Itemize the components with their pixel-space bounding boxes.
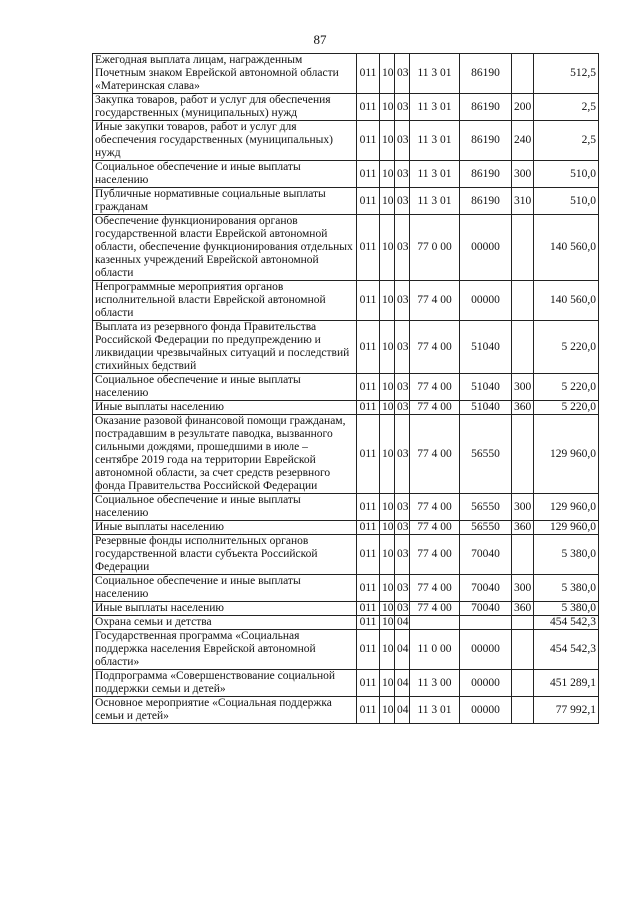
subsection-code-cell: 03 [395,188,410,215]
subsection-code-cell: 03 [395,494,410,521]
table-row [93,575,599,602]
subsection-code-cell: 03 [395,215,410,281]
ministry-code-cell: 011 [357,54,380,94]
ministry-code-cell: 011 [357,281,380,321]
expense-type-cell: 300 [512,575,534,602]
direction-code-cell: 86190 [460,188,512,215]
amount-cell: 454 542,3 [534,630,599,670]
direction-code-cell: 70040 [460,602,512,616]
amount-cell: 512,5 [534,54,599,94]
amount-cell: 2,5 [534,121,599,161]
section-code-cell: 10 [380,494,395,521]
direction-code-cell: 00000 [460,630,512,670]
amount-cell: 5 380,0 [534,602,599,616]
row-name-cell: Социальное обеспечение и иные выплаты населению [93,161,357,188]
subsection-code-cell: 03 [395,602,410,616]
program-code-cell: 77 0 00 [410,215,460,281]
expense-type-cell [512,321,534,374]
ministry-code-cell: 011 [357,94,380,121]
program-code-cell: 11 3 00 [410,670,460,697]
program-code-cell: 77 4 00 [410,401,460,415]
ministry-code-cell: 011 [357,535,380,575]
expense-type-cell: 200 [512,94,534,121]
amount-cell: 77 992,1 [534,697,599,724]
program-code-cell: 77 4 00 [410,521,460,535]
ministry-code-cell: 011 [357,521,380,535]
amount-cell: 140 560,0 [534,215,599,281]
ministry-code-cell: 011 [357,697,380,724]
amount-cell: 5 380,0 [534,575,599,602]
table-row [93,321,599,374]
direction-code-cell: 56550 [460,415,512,494]
amount-cell: 129 960,0 [534,494,599,521]
direction-code-cell: 51040 [460,401,512,415]
table-row [93,521,599,535]
section-code-cell: 10 [380,54,395,94]
subsection-code-cell: 03 [395,575,410,602]
row-name-cell: Социальное обеспечение и иные выплаты населению [93,374,357,401]
amount-cell: 2,5 [534,94,599,121]
section-code-cell: 10 [380,697,395,724]
expense-type-cell [512,54,534,94]
table-row [93,401,599,415]
amount-cell: 140 560,0 [534,281,599,321]
program-code-cell: 77 4 00 [410,321,460,374]
row-name-cell: Иные выплаты населению [93,602,357,616]
expense-type-cell: 300 [512,374,534,401]
amount-cell: 129 960,0 [534,521,599,535]
expense-type-cell [512,697,534,724]
table-row [93,121,599,161]
row-name-cell: Иные выплаты населению [93,401,357,415]
direction-code-cell: 86190 [460,121,512,161]
expense-type-cell [512,670,534,697]
program-code-cell: 11 3 01 [410,697,460,724]
ministry-code-cell: 011 [357,321,380,374]
section-code-cell: 10 [380,188,395,215]
row-name-cell: Подпрограмма «Совершенствование социальной поддержки семьи и детей» [93,670,357,697]
subsection-code-cell: 03 [395,415,410,494]
section-code-cell: 10 [380,616,395,630]
ministry-code-cell: 011 [357,161,380,188]
ministry-code-cell: 011 [357,121,380,161]
ministry-code-cell: 011 [357,602,380,616]
direction-code-cell: 51040 [460,321,512,374]
amount-cell: 5 380,0 [534,535,599,575]
table-row [93,602,599,616]
section-code-cell: 10 [380,401,395,415]
row-name-cell: Непрограммные мероприятия органов исполнительной власти Еврейской автономной области [93,281,357,321]
direction-code-cell: 00000 [460,670,512,697]
ministry-code-cell: 011 [357,494,380,521]
subsection-code-cell: 04 [395,630,410,670]
row-name-cell: Публичные нормативные социальные выплаты гражданам [93,188,357,215]
expense-type-cell [512,415,534,494]
amount-cell: 5 220,0 [534,401,599,415]
subsection-code-cell: 03 [395,54,410,94]
program-code-cell: 77 4 00 [410,494,460,521]
row-name-cell: Оказание разовой финансовой помощи гражданам, пострадавшим в результате паводка, вызванного сильными дождями, прошедшими в июле – сентябре 2019 года на территории Еврейской автономной области, за счет средств резервного фонда Правительства Российской Федерации [93,415,357,494]
subsection-code-cell: 03 [395,401,410,415]
program-code-cell: 77 4 00 [410,535,460,575]
ministry-code-cell: 011 [357,616,380,630]
table-row [93,535,599,575]
direction-code-cell: 00000 [460,697,512,724]
ministry-code-cell: 011 [357,188,380,215]
program-code-cell: 77 4 00 [410,602,460,616]
table-row [93,161,599,188]
table-row [93,630,599,670]
direction-code-cell: 56550 [460,521,512,535]
direction-code-cell: 00000 [460,281,512,321]
expense-type-cell [512,616,534,630]
row-name-cell: Основное мероприятие «Социальная поддержка семьи и детей» [93,697,357,724]
direction-code-cell: 56550 [460,494,512,521]
direction-code-cell: 70040 [460,535,512,575]
direction-code-cell: 70040 [460,575,512,602]
row-name-cell: Ежегодная выплата лицам, награжденным Почетным знаком Еврейской автономной области «Материнская слава» [93,54,357,94]
subsection-code-cell: 03 [395,535,410,575]
direction-code-cell: 86190 [460,94,512,121]
program-code-cell: 11 3 01 [410,54,460,94]
table-row [93,494,599,521]
amount-cell: 510,0 [534,188,599,215]
expense-type-cell: 240 [512,121,534,161]
table-row [93,415,599,494]
expense-type-cell: 360 [512,401,534,415]
amount-cell: 5 220,0 [534,321,599,374]
table-row [93,374,599,401]
expense-type-cell: 300 [512,494,534,521]
table-row [93,188,599,215]
expense-type-cell [512,630,534,670]
expense-type-cell [512,281,534,321]
subsection-code-cell: 03 [395,161,410,188]
ministry-code-cell: 011 [357,670,380,697]
row-name-cell: Охрана семьи и детства [93,616,357,630]
ministry-code-cell: 011 [357,415,380,494]
direction-code-cell: 86190 [460,161,512,188]
subsection-code-cell: 03 [395,374,410,401]
section-code-cell: 10 [380,374,395,401]
table-row [93,616,599,630]
row-name-cell: Обеспечение функционирования органов государственной власти Еврейской автономной области, обеспечение функционирования отдельных казенных учреждений Еврейской автономной области [93,215,357,281]
expense-type-cell: 360 [512,521,534,535]
ministry-code-cell: 011 [357,215,380,281]
direction-code-cell: 86190 [460,54,512,94]
subsection-code-cell: 03 [395,281,410,321]
table-row [93,670,599,697]
expense-type-cell: 310 [512,188,534,215]
section-code-cell: 10 [380,161,395,188]
section-code-cell: 10 [380,535,395,575]
program-code-cell: 77 4 00 [410,281,460,321]
budget-table [92,53,599,724]
row-name-cell: Социальное обеспечение и иные выплаты населению [93,494,357,521]
section-code-cell: 10 [380,575,395,602]
row-name-cell: Иные закупки товаров, работ и услуг для обеспечения государственных (муниципальных) нужд [93,121,357,161]
direction-code-cell [460,616,512,630]
section-code-cell: 10 [380,670,395,697]
row-name-cell: Государственная программа «Социальная поддержка населения Еврейской автономной области» [93,630,357,670]
program-code-cell [410,616,460,630]
expense-type-cell [512,535,534,575]
table-row [93,281,599,321]
direction-code-cell: 00000 [460,215,512,281]
amount-cell: 454 542,3 [534,616,599,630]
section-code-cell: 10 [380,521,395,535]
page-number: 87 [313,32,327,47]
expense-type-cell [512,215,534,281]
amount-cell: 510,0 [534,161,599,188]
row-name-cell: Социальное обеспечение и иные выплаты населению [93,575,357,602]
direction-code-cell: 51040 [460,374,512,401]
amount-cell: 5 220,0 [534,374,599,401]
subsection-code-cell: 04 [395,670,410,697]
program-code-cell: 11 3 01 [410,161,460,188]
program-code-cell: 77 4 00 [410,575,460,602]
section-code-cell: 10 [380,94,395,121]
table-row [93,215,599,281]
ministry-code-cell: 011 [357,630,380,670]
program-code-cell: 11 3 01 [410,94,460,121]
section-code-cell: 10 [380,121,395,161]
table-row [93,54,599,94]
row-name-cell: Резервные фонды исполнительных органов государственной власти субъекта Российской Федерации [93,535,357,575]
section-code-cell: 10 [380,630,395,670]
section-code-cell: 10 [380,602,395,616]
amount-cell: 451 289,1 [534,670,599,697]
subsection-code-cell: 04 [395,697,410,724]
subsection-code-cell: 03 [395,521,410,535]
program-code-cell: 11 3 01 [410,121,460,161]
section-code-cell: 10 [380,281,395,321]
amount-cell: 129 960,0 [534,415,599,494]
subsection-code-cell: 03 [395,94,410,121]
program-code-cell: 77 4 00 [410,415,460,494]
ministry-code-cell: 011 [357,401,380,415]
ministry-code-cell: 011 [357,374,380,401]
section-code-cell: 10 [380,321,395,374]
row-name-cell: Выплата из резервного фонда Правительства Российской Федерации по предупреждению и ликвидации чрезвычайных ситуаций и последствий стихийных бедствий [93,321,357,374]
table-row [93,697,599,724]
subsection-code-cell: 03 [395,321,410,374]
expense-type-cell: 300 [512,161,534,188]
program-code-cell: 77 4 00 [410,374,460,401]
section-code-cell: 10 [380,215,395,281]
row-name-cell: Иные выплаты населению [93,521,357,535]
expense-type-cell: 360 [512,602,534,616]
program-code-cell: 11 3 01 [410,188,460,215]
subsection-code-cell: 04 [395,616,410,630]
table-row [93,94,599,121]
ministry-code-cell: 011 [357,575,380,602]
subsection-code-cell: 03 [395,121,410,161]
program-code-cell: 11 0 00 [410,630,460,670]
row-name-cell: Закупка товаров, работ и услуг для обеспечения государственных (муниципальных) нужд [93,94,357,121]
section-code-cell: 10 [380,415,395,494]
